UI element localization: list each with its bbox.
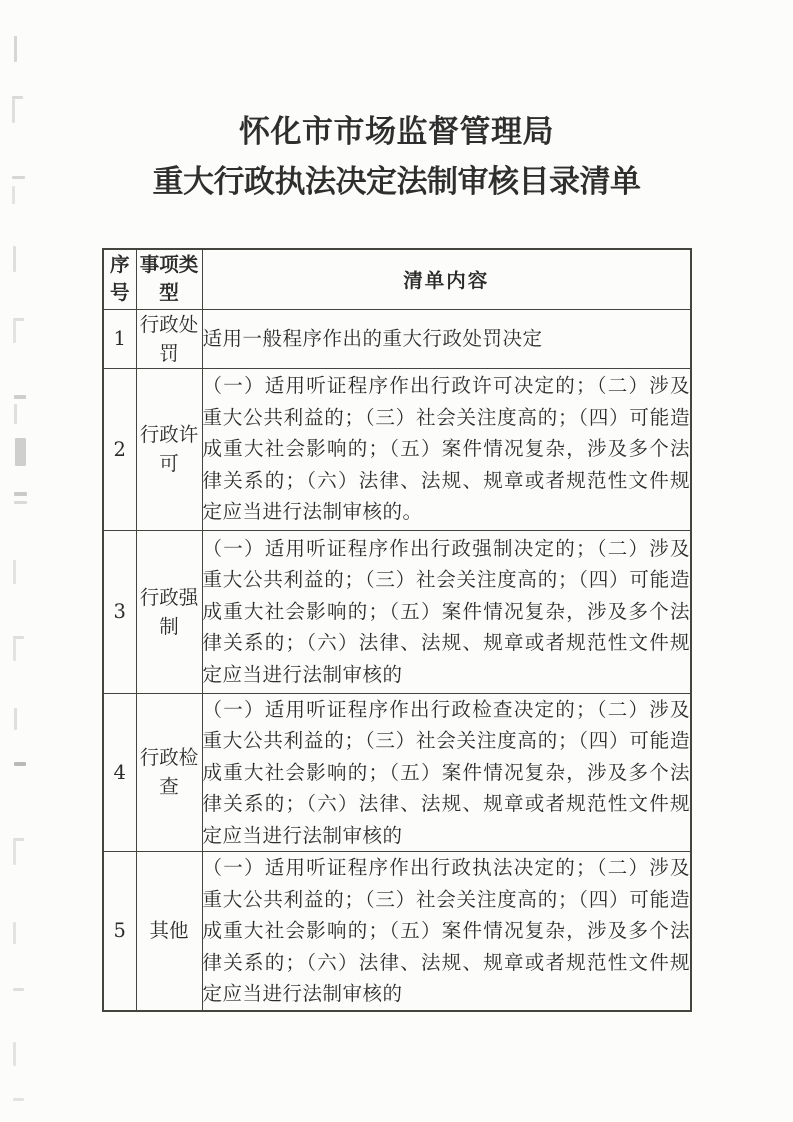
scan-mark <box>13 1042 16 1066</box>
scan-mark <box>14 708 17 730</box>
row-seq-no: 5 <box>103 852 136 1011</box>
scan-mark <box>14 36 17 62</box>
row-type: 行政检查 <box>136 693 202 852</box>
row-content: （一）适用听证程序作出行政执法决定的；（二）涉及重大公共利益的；（三）社会关注度高的；（四）可能造成重大社会影响的；（五）案件情况复杂，涉及多个法律关系的；（六）法律、法规、规章或者规范性文件规定应当进行法制审核的 <box>202 852 691 1011</box>
table-row <box>103 693 691 852</box>
scan-mark <box>13 841 16 865</box>
scan-mark <box>14 395 26 399</box>
scan-mark <box>13 922 16 944</box>
row-seq-no: 2 <box>103 368 136 530</box>
document-title-line2: 重大行政执法决定法制审核目录清单 <box>152 164 641 200</box>
scan-mark <box>13 560 16 584</box>
row-type: 行政强制 <box>136 530 202 693</box>
table-row <box>103 530 691 693</box>
table-row <box>103 368 691 530</box>
scan-mark <box>14 762 26 766</box>
table-header-row <box>103 249 691 309</box>
row-type: 行政处罚 <box>136 309 202 368</box>
table-row <box>103 309 691 368</box>
table-row <box>103 852 691 1011</box>
row-content: 适用一般程序作出的重大行政处罚决定 <box>202 309 691 368</box>
row-seq-no: 4 <box>103 693 136 852</box>
row-type: 行政许可 <box>136 368 202 530</box>
row-type: 其他 <box>136 852 202 1011</box>
scan-mark <box>14 501 27 504</box>
scan-mark <box>13 1098 24 1101</box>
column-header-content: 清单内容 <box>202 249 691 309</box>
scan-mark <box>14 404 17 424</box>
document-title-line1: 怀化市市场监督管理局 <box>239 114 554 150</box>
scan-mark <box>13 639 16 661</box>
row-content: （一）适用听证程序作出行政检查决定的；（二）涉及重大公共利益的；（三）社会关注度高的；（四）可能造成重大社会影响的；（五）案件情况复杂，涉及多个法律关系的；（六）法律、法规、规章或者规范性文件规定应当进行法制审核的 <box>202 693 691 852</box>
row-content: （一）适用听证程序作出行政强制决定的；（二）涉及重大公共利益的；（三）社会关注度高的；（四）可能造成重大社会影响的；（五）案件情况复杂，涉及多个法律关系的；（六）法律、法规、规章或者规范性文件规定应当进行法制审核的 <box>202 530 691 693</box>
scan-mark <box>15 438 26 466</box>
column-header-seq-no: 序号 <box>103 249 136 309</box>
legal-review-catalog-table <box>102 248 692 1012</box>
row-content: （一）适用听证程序作出行政许可决定的；（二）涉及重大公共利益的；（三）社会关注度高的；（四）可能造成重大社会影响的；（五）案件情况复杂，涉及多个法律关系的；（六）法律、法规、规章或者规范性文件规定应当进行法制审核的。 <box>202 368 691 530</box>
row-seq-no: 3 <box>103 530 136 693</box>
scan-mark <box>14 492 27 496</box>
scan-mark <box>13 988 24 991</box>
column-header-type: 事项类型 <box>136 249 202 309</box>
scan-mark <box>13 321 16 343</box>
scan-mark <box>13 246 16 272</box>
row-seq-no: 1 <box>103 309 136 368</box>
